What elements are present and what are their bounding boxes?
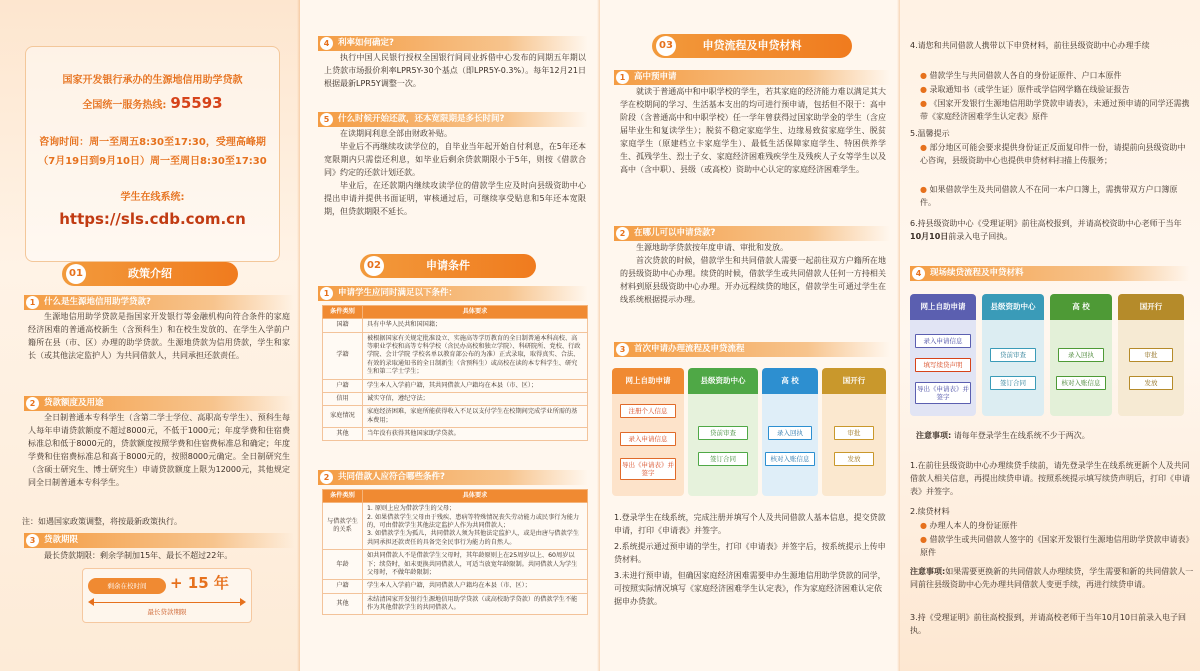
flow-col-header: 国开行: [1118, 294, 1184, 320]
bullet-text: 录取通知书（或学生证）原件或学信网学籍在线验证报告: [929, 85, 1130, 94]
flow-step-enter-receipt: 录入回执: [1058, 348, 1104, 362]
section-02-bar: [360, 254, 536, 278]
flow-step-pre-review: 贷前审查: [990, 348, 1036, 362]
tips-title: 5.温馨提示: [910, 129, 950, 138]
paragraph: 毕业后，在还款期内继续攻读学位的借款学生应及时向县级资助中心提出申请并提供书面证明，审核通过后，可继续享受贴息和5年还本宽限期，但贷款期限不延长。: [324, 180, 586, 216]
panel-conditions: [300, 0, 600, 671]
flow-step-export-form: 导出《申请表》并签字: [620, 458, 676, 480]
consult-time: 咨询时间：周一至周五8:30至17:30，受理高峰期: [39, 136, 266, 148]
flow-col-header: 高 校: [762, 368, 818, 394]
flow-col-header: 网上自助申请: [612, 368, 684, 394]
table-row: [323, 550, 588, 580]
section-number: 01: [66, 264, 86, 284]
flow-step-disburse: 发放: [1129, 376, 1173, 390]
term-arrow-line: [92, 602, 242, 603]
arrow-right-icon: [240, 598, 246, 606]
cell-requirement: 如共同借款人不是借款学生父母时，其年龄原则上在25周岁以上、60周岁以下；续贷时，如未更换共同借款人，可适当放宽年龄限制。共同借款人为学生父母时，不做年龄限制；: [363, 550, 588, 580]
cell-category: 年龄: [323, 550, 363, 580]
instruction-text: 前录入电子回执。: [948, 231, 1013, 241]
bullet-text: 《国家开发银行生源地信用助学贷款申请表》，未通过预申请的同学还需携带《家庭经济困难学生认定表》原件: [920, 99, 1190, 121]
sub-number: 1: [320, 287, 333, 300]
cell-requirement: 具有中华人民共和国国籍；: [363, 319, 588, 332]
paragraph: 在读期间利息全部由财政补贴。: [340, 129, 452, 138]
sub-what-is-loan: [24, 295, 294, 310]
policy-note: 注：如遇国家政策调整，将按最新政策执行。: [22, 517, 182, 526]
flow-col-header: 县级资助中心: [982, 294, 1044, 320]
term-plus: + 15 年: [170, 574, 229, 592]
what-is-loan-text: [28, 311, 290, 363]
section-number: 02: [364, 256, 384, 276]
flow-step-pre-review: 贷前审查: [698, 426, 748, 440]
panel-policy: [0, 0, 300, 671]
term-badge: 剩余在校时间: [88, 578, 166, 594]
table-row: [323, 406, 588, 428]
table-header: 具体要求: [363, 306, 588, 319]
bullet-text: 部分地区可能会要求提供身份证正反面复印件一份，请提前向县级资助中心咨询，县级资助中心也提供申贷材料扫描上传服务；: [920, 143, 1186, 165]
renewal-bullet: [920, 520, 1192, 533]
table-row: [323, 427, 588, 440]
flow-step-approve: 审批: [1129, 348, 1173, 362]
arrow-left-icon: [88, 598, 94, 606]
flow-step-enter-receipt: 录入回执: [768, 426, 812, 440]
bullet-icon: ●: [920, 521, 930, 530]
flow-step-sign-contract: 签订合同: [990, 376, 1036, 390]
sub-title: 共同借款人应符合哪些条件?: [338, 472, 445, 482]
flow-step-export-form: 导出《申请表》并签字: [915, 382, 971, 404]
bullet-icon: ●: [920, 185, 930, 194]
cell-requirement: 诚实守信，遵纪守法；: [363, 392, 588, 405]
section-title: 申贷流程及申贷材料: [702, 39, 802, 52]
table-header: 条件类别: [323, 306, 363, 319]
sub-title: 首次申请办理流程及申贷流程: [634, 344, 745, 354]
coborrower-conditions-table: [322, 489, 588, 615]
sub-number: 1: [616, 71, 629, 84]
pre-application-text: [620, 86, 886, 177]
tips-bullet: [920, 142, 1192, 168]
cell-requirement: 未结清国家开发银行生源地信用助学贷款（或高校助学贷款）的借款学生不能作为其他借款学生的共同借款人。: [363, 593, 588, 615]
sub-loan-amount: [24, 396, 294, 411]
paragraph: 生源地信用助学贷款是指国家开发银行等金融机构向符合条件的家庭经济困难的普通高校新生（含预科生）和在校生发放的、在学生入学前户籍所在县（市、区）办理的助学贷款。生源地贷款为信用贷款，学生和家长（或其他法定监护人）为共同借款人，共同承担还款责任。: [28, 312, 290, 360]
term-caption: 最长贷款期限: [147, 608, 187, 616]
repayment-text: [324, 128, 586, 219]
flow-col-header: 县级资助中心: [688, 368, 758, 394]
hotline-title: 国家开发银行承办的生源地信用助学贷款: [62, 75, 243, 86]
sub-title: 申请学生应同时满足以下条件：: [338, 288, 458, 298]
instruction-text: 6.持县级资助中心《受理证明》前往高校报到，并请高校资助中心老师于当年: [910, 219, 1182, 228]
deadline-date: 10月10日: [910, 231, 949, 241]
loan-amount-text: [28, 412, 290, 490]
cell-category: 学籍: [323, 332, 363, 379]
bullet-icon: ●: [920, 85, 930, 94]
table-header: 条件类别: [323, 490, 363, 503]
sub-title: 贷款额度及用途: [44, 398, 104, 408]
table-row: [323, 580, 588, 593]
bullet-text: 办理人本人的身份证原件: [929, 521, 1018, 530]
hotline-number: 95593: [170, 93, 223, 112]
flow-step-enter-info: 录入申请信息: [915, 334, 971, 348]
sub-coborrower-conditions: [318, 470, 588, 485]
cell-category: 户籍: [323, 580, 363, 593]
section-title: 申请条件: [426, 259, 470, 272]
sub-number: 4: [912, 267, 925, 280]
table-row: [323, 332, 588, 379]
sub-number: 2: [26, 397, 39, 410]
materials-bullet: [920, 70, 1192, 83]
student-system-label: 学生在线系统:: [120, 191, 185, 203]
cell-category: 其他: [323, 593, 363, 615]
flow-step-register: 注册个人信息: [620, 404, 676, 418]
paragraph: 就读于普通高中和中职学校的学生，若其家庭的经济能力难以满足其大学在校期间的学习、生活基本支出的均可进行预申请，包括但不限于：高中阶段（含普通高中和中职学校）任一学年曾获得过国家助学金的学生（含应届毕业生和复读学生）；脱贫不稳定家庭学生、边缘易致贫家庭学生、脱贫家庭学生（原建档立卡家庭学生）、最低生活保障家庭学生、特困供养学生、孤残学生、烈士子女、家庭经济困难残疾学生及残疾人子女等学生以及高中（含中职）、县级（或高校）资助中心认定的家庭经济困难学生。: [620, 87, 886, 174]
hotline-box: [25, 46, 280, 262]
renewal-materials-title: 2.续贷材料: [910, 507, 950, 516]
consult-peak: （7月19日到9月10日）周一至周日8:30至17:30: [38, 156, 267, 168]
note-label: 注意事项:: [910, 567, 946, 576]
first-application-flowchart: [612, 368, 886, 498]
where-to-apply-text: [620, 242, 886, 307]
cell-category: 信用: [323, 392, 363, 405]
student-conditions-table: [322, 305, 588, 441]
process-step-2: 2.系统提示通过预申请的学生，打印《申请表》并签字后，按系统提示上传申贷材料。: [614, 542, 886, 564]
cell-requirement: 学生本人入学前户籍，其共同借款人户籍均在本县（市、区）；: [363, 379, 588, 392]
flow-step-enter-info: 录入申请信息: [620, 432, 676, 446]
panel-renewal: [900, 0, 1200, 671]
materials-bullet: [920, 84, 1192, 97]
sub-first-application-flow: [614, 342, 890, 357]
flow-step-disburse: 发放: [834, 452, 874, 466]
cell-category: 其他: [323, 427, 363, 440]
sub-pre-application: [614, 70, 890, 85]
flow-step-renewal-statement: 填写续贷声明: [915, 358, 971, 372]
table-row: [323, 392, 588, 405]
sub-student-conditions: [318, 286, 588, 301]
sub-title: 贷款期限: [44, 535, 79, 545]
section-03-bar: [652, 34, 852, 58]
login-note: [916, 430, 1192, 443]
flow-step-check-account: 核对入账信息: [1056, 376, 1106, 390]
cell-category: 与借款学生的关系: [323, 503, 363, 550]
flow-col-header: 国开行: [822, 368, 886, 394]
hotline-label: 全国统一服务热线:: [82, 99, 167, 111]
bullet-text: 借款学生或共同借款人签字的《国家开发银行生源地信用助学贷款申请表》原件: [920, 535, 1190, 557]
flow-col-header: 高 校: [1050, 294, 1112, 320]
cell-category: 家庭情况: [323, 406, 363, 428]
sub-title: 现场续贷流程及申贷材料: [930, 268, 1024, 278]
report-instruction: [910, 218, 1192, 244]
cell-category: 户籍: [323, 379, 363, 392]
table-header: 具体要求: [363, 490, 588, 503]
cell-requirement: 学生本人入学前户籍，共同借款人户籍均在本县（市、区）；: [363, 580, 588, 593]
cell-requirement: 1. 原则上应为借款学生的父母； 2. 如果借款学生父母由于残疾、患病等特殊情况丧失劳动能力或民事行为能力的，可由借款学生其他法定监护人作为共同借款人； 3. 如借款学生为孤儿，共同借款人须为其他法定监护人，或是由唐与借款学生共同承担还款责任的具备完全民事行为能力的自然人。: [363, 503, 588, 550]
sub-number: 5: [320, 113, 333, 126]
loan-term-text: [28, 550, 290, 563]
section-title: 政策介绍: [128, 267, 172, 280]
tips-bullet: [920, 184, 1192, 210]
paragraph: 毕业后不再继续攻读学位的，自毕业当年起开始自付利息，在5年还本宽限期内只需偿还利息，如毕业后剩余贷款期限小于5年，则按《借款合同》约定的还款计划还款。: [324, 141, 586, 177]
sub-title: 高中预申请: [634, 72, 677, 82]
flow-step-approve: 审批: [834, 426, 874, 440]
bullet-icon: ●: [920, 99, 930, 108]
sub-number: 4: [320, 37, 333, 50]
paragraph: 生源地助学贷款按年度申请、审批和发放。: [636, 243, 788, 252]
process-step-1: 1.登录学生在线系统，完成注册并填写个人及共同借款人基本信息，提交贷款申请，打印《申请表》并签字。: [614, 513, 886, 535]
paragraph: 首次贷款的时候，借款学生和共同借款人需要一起前往双方户籍所在地的县级资助中心办理。续贷的时候，借款学生或共同借款人任何一方持相关材料到原县级资助中心办理。开办远程续贷的地区，借款学生可通过学生在线系统根据提示办理。: [620, 255, 886, 304]
cell-category: 国籍: [323, 319, 363, 332]
sub-number: 3: [616, 343, 629, 356]
sub-title: 什么是生源地信用助学贷款?: [44, 297, 151, 307]
note-text: 如果需要更换新的共同借款人办理续贷，学生需要和新的共同借款人一同前往县级资助中心先办理共同借款人变更手续，再进行续贷申请。: [910, 567, 1194, 589]
interest-rate-text: [324, 52, 586, 91]
sub-title: 什么时候开始还款，还本宽限期是多长时间?: [338, 114, 505, 124]
sub-number: 2: [320, 471, 333, 484]
flow-step-sign-contract: 签订合同: [698, 452, 748, 466]
flow-step-check-account: 核对入账信息: [765, 452, 815, 466]
paragraph: 全日制普通本专科学生（含第二学士学位、高职高专学生）、预科生每人每年申请贷款额度不超过8000元，不低于1000元；年度学费和住宿费标准总和低于8000元的，贷款额度按照学费和住宿费标准总和确定；年度学费和住宿费标准总和高于8000元的，按照8000元确定。全日制研究生（含硕士研究生、博士研究生）申请贷款额度上限为12000元，其他规定同全日制普通本专科学生。: [28, 413, 290, 487]
bullet-text: 借款学生与共同借款人各自的身份证原件、户口本原件: [929, 71, 1122, 80]
cell-requirement: 当年没有获得其他国家助学贷款。: [363, 427, 588, 440]
sub-loan-term: [24, 533, 294, 548]
flow-col-header: 网上自助申请: [910, 294, 976, 320]
cell-requirement: 家庭经济困难，家庭所能获得收入不足以支付学生在校期间完成学业所需的基本费用；: [363, 406, 588, 428]
sub-repayment: [318, 112, 588, 127]
sub-interest-rate: [318, 36, 588, 51]
sub-number: 2: [616, 227, 629, 240]
renewal-step-3: 3.持《受理证明》前往高校报到，并请高校老师于当年10月10日前录入电子回执。: [910, 613, 1186, 635]
bullet-icon: ●: [920, 143, 930, 152]
bullet-icon: ●: [920, 535, 930, 544]
bullet-icon: ●: [920, 71, 930, 80]
cell-requirement: 被根据国家有关规定批准设立、实施高等学历教育的全日制普通本科高校、高等职业学校和高等专科学校（含民办高校和独立学院）、科研院所、党校、行政学院、会计学院 学校名单以教育部公布的为准）正式录取，取得真实、合法、有效的录取通知书的全日制新生（含预科生）或高校在读的本专科学生、研究生和第二学士学生；: [363, 332, 588, 379]
materials-bullet: [920, 98, 1192, 124]
coborrower-change-note: [910, 566, 1194, 592]
bullet-text: 如果借款学生及共同借款人不在同一本户口簿上，需携带双方户口簿原件。: [920, 185, 1178, 207]
sub-title: 利率如何确定?: [338, 38, 394, 48]
sub-number: 1: [26, 296, 39, 309]
materials-title: 4.请您和共同借款人携带以下申贷材料，前往县级资助中心办理手续: [910, 41, 1150, 50]
table-row: [323, 503, 588, 550]
paragraph: 最长贷款期限：剩余学制加15年、最长不超过22年。: [44, 551, 233, 560]
table-row: [323, 379, 588, 392]
table-row: [323, 319, 588, 332]
renewal-step-1: 1.在前往县级资助中心办理续贷手续前，请先登录学生在线系统更新个人及共同借款人相关信息，再提出续贷申请。按照系统提示填写续贷声明后，打印《申请表》并签字。: [910, 461, 1190, 496]
table-row: [323, 593, 588, 615]
note-text: 请每年登录学生在线系统不少于两次。: [953, 431, 1090, 440]
process-step-3: 3.未进行预申请，但确因家庭经济困难需要申办生源地信用助学贷款的同学，可按照实际情况填写《家庭经济困难学生认定表》，作为家庭经济困难认定依据申办贷款。: [614, 571, 886, 606]
hotline-line: [26, 92, 279, 115]
panel-process: [600, 0, 900, 671]
paragraph: 执行中国人民银行授权全国银行间同业拆借中心发布的同期五年期以上贷款市场报价利率LPR5Y-30个基点（即LPR5Y-0.3%）。每年12月21日根据最新LPR5Y调整一次。: [324, 53, 586, 88]
sub-renewal-flow: [910, 266, 1190, 281]
note-label: 注意事项:: [916, 431, 952, 440]
sub-where-to-apply: [614, 226, 890, 241]
section-01-bar: [62, 262, 238, 286]
student-system-url[interactable]: https://sls.cdb.com.cn: [59, 210, 246, 229]
renewal-flowchart: [910, 294, 1190, 418]
sub-title: 在哪儿可以申请贷款?: [634, 228, 716, 238]
section-number: 03: [656, 36, 676, 56]
sub-number: 3: [26, 534, 39, 547]
renewal-bullet: [920, 534, 1192, 560]
